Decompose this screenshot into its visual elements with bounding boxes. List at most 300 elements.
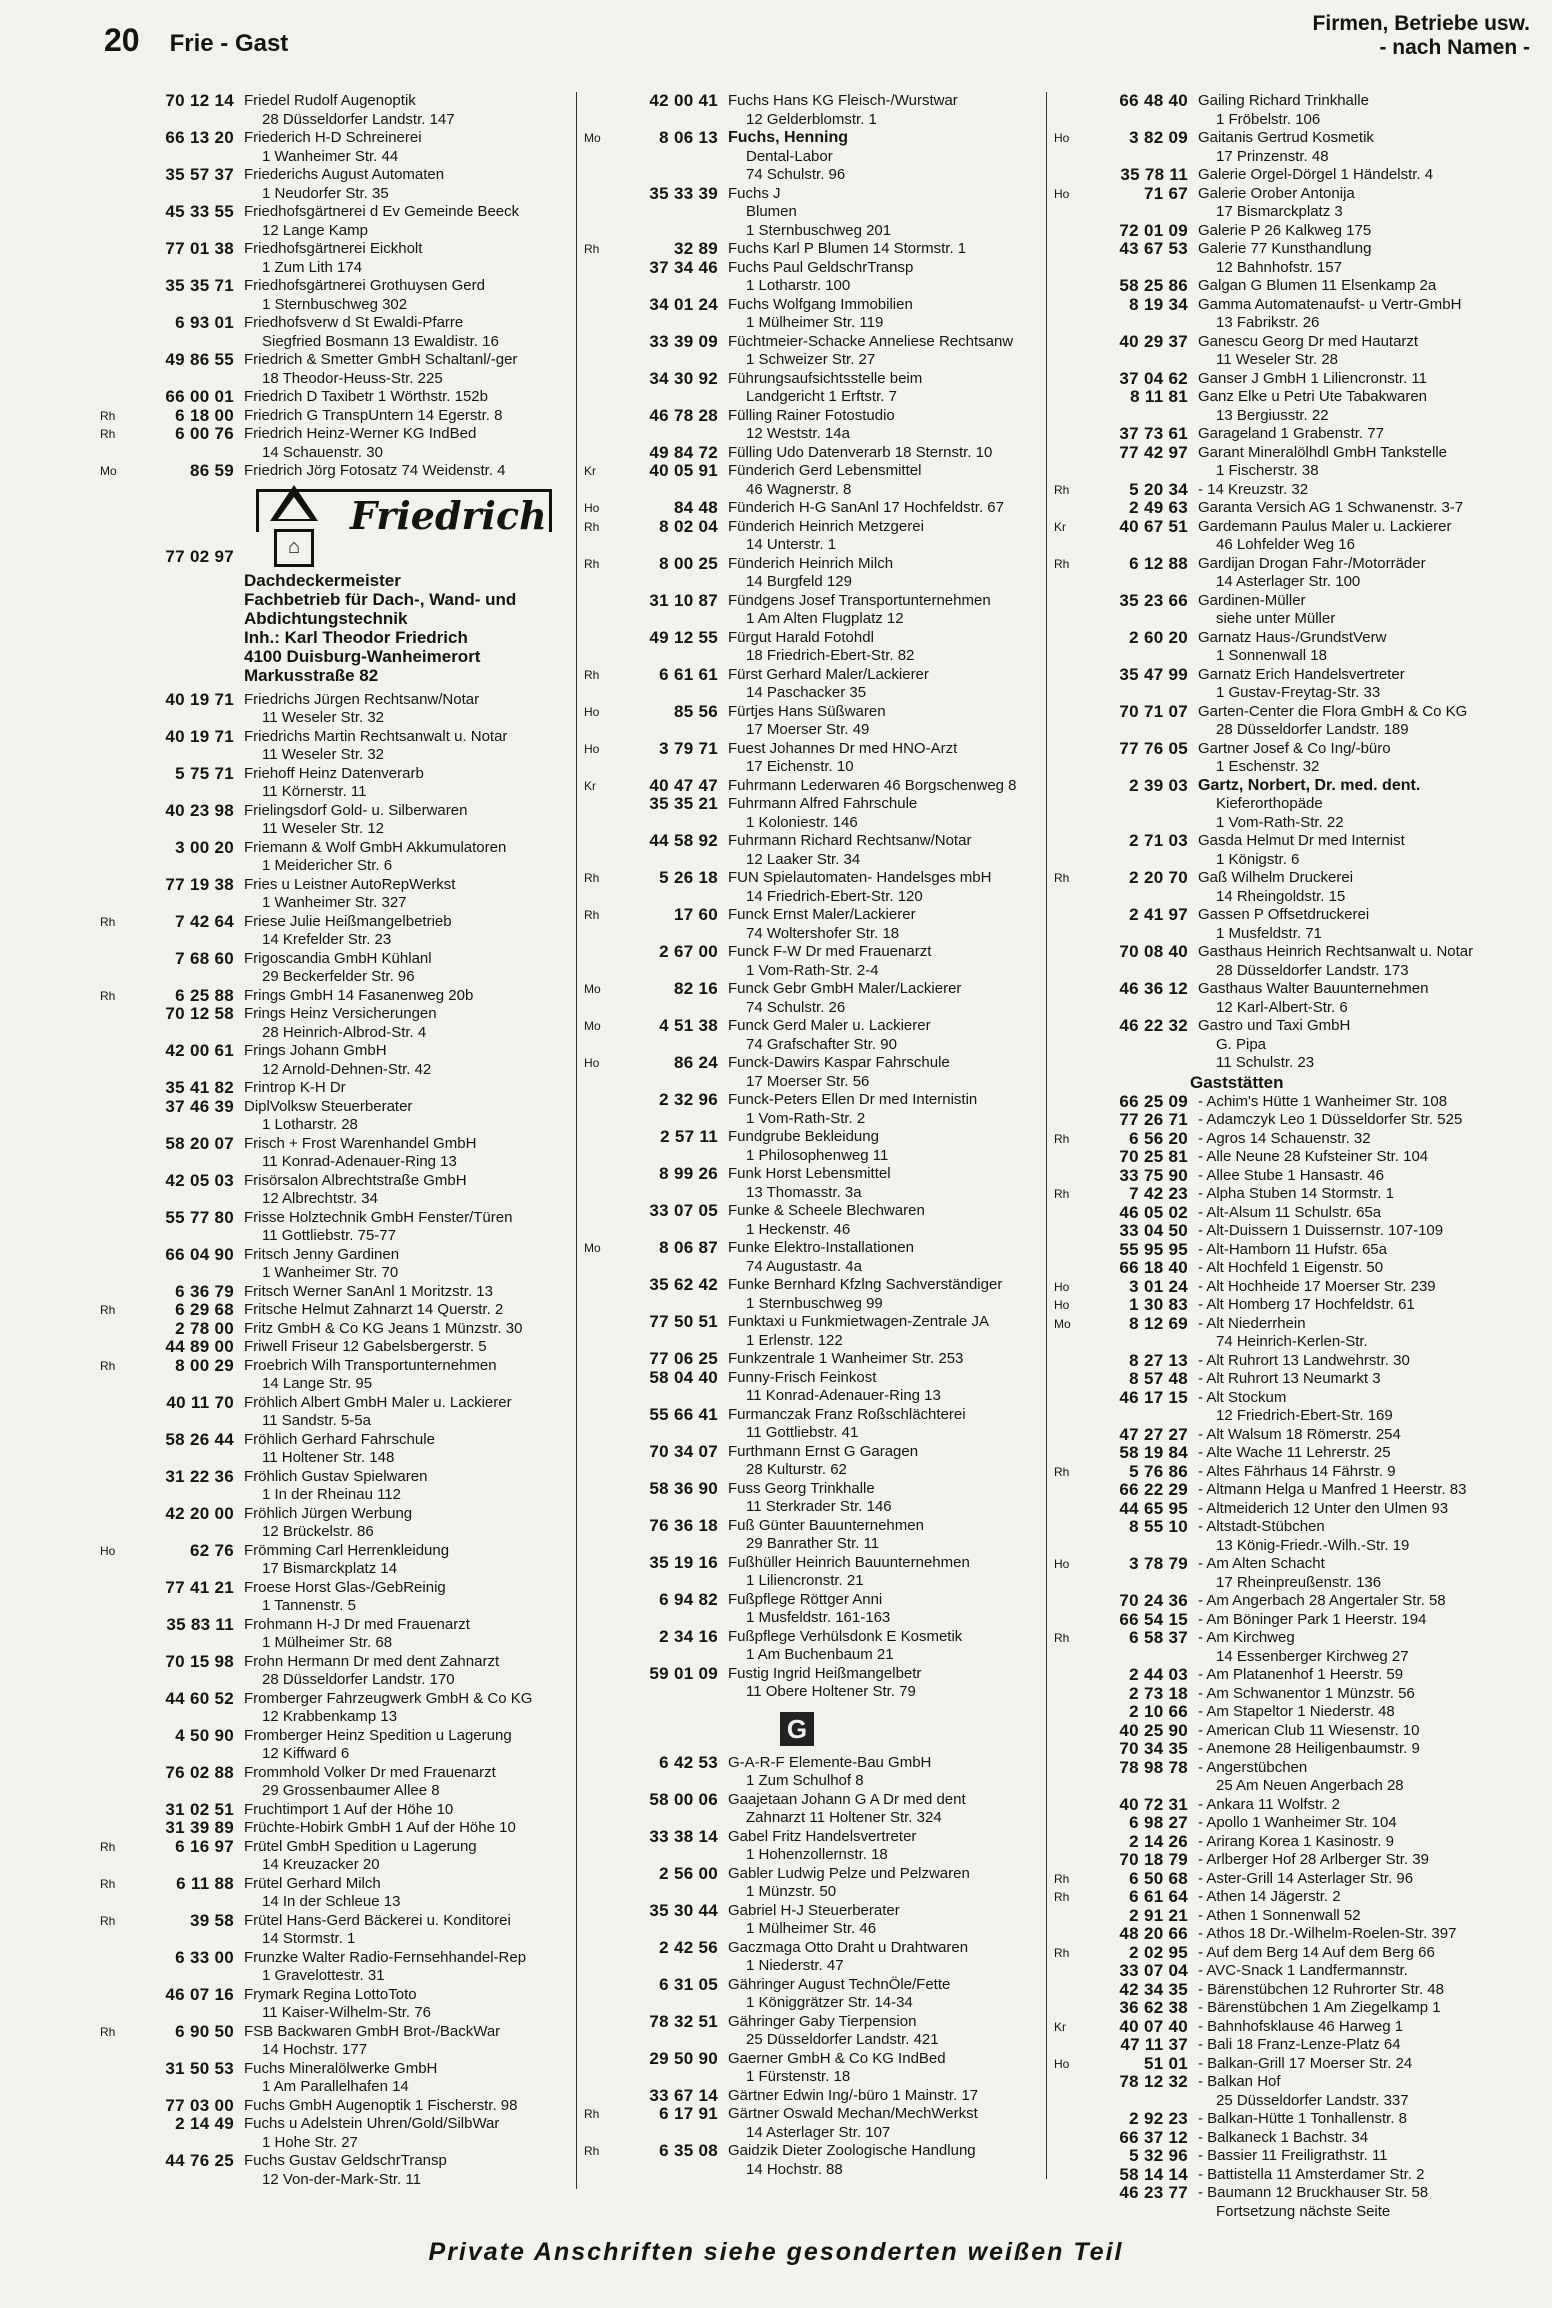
directory-entry bbox=[580, 518, 1046, 555]
directory-entry bbox=[580, 2013, 1046, 2050]
directory-entry bbox=[1050, 1296, 1530, 1315]
directory-entry bbox=[1050, 1907, 1530, 1926]
district-prefix bbox=[1050, 1241, 1082, 1260]
phone-number: 46 17 15 bbox=[1119, 1387, 1188, 1407]
directory-entry bbox=[1050, 388, 1530, 425]
entry-detail: 14 Asterlager Str. 100 bbox=[1216, 573, 1361, 590]
district-prefix: Kr bbox=[584, 464, 596, 478]
phone-number: 58 00 06 bbox=[649, 1789, 718, 1809]
district-prefix bbox=[580, 370, 612, 407]
entry-detail: 1 Liliencronstr. 21 bbox=[746, 1572, 864, 1589]
phone-number: 8 06 87 bbox=[659, 1238, 718, 1257]
entry-name: - Bärenstübchen 12 Ruhrorter Str. 48 bbox=[1198, 1980, 1444, 1998]
district-prefix bbox=[96, 1431, 128, 1468]
entry-name: - Alt Niederrhein bbox=[1198, 1314, 1306, 1332]
district-prefix bbox=[1050, 2166, 1082, 2185]
phone-number: 44 58 92 bbox=[649, 831, 718, 850]
phone-number: 42 00 41 bbox=[649, 91, 718, 110]
district-prefix: Rh bbox=[1054, 482, 1070, 497]
roof-icon: ⌂ bbox=[274, 529, 314, 567]
phone-number: 70 08 40 bbox=[1119, 942, 1188, 961]
page-header-right bbox=[1313, 12, 1530, 60]
phone-number: 40 11 70 bbox=[166, 1392, 234, 1412]
phone-number: 3 79 71 bbox=[659, 738, 718, 758]
district-prefix bbox=[96, 1468, 128, 1505]
entry-name: Frymark Regina LottoToto bbox=[244, 1985, 417, 2003]
entry-detail: 12 Arnold-Dehnen-Str. 42 bbox=[262, 1060, 432, 1078]
directory-entry bbox=[580, 943, 1046, 980]
directory-entry bbox=[1050, 1444, 1530, 1463]
entry-name: Gähringer Gaby Tierpension bbox=[728, 2012, 917, 2030]
district-prefix bbox=[1050, 166, 1082, 185]
phone-number: 39 58 bbox=[189, 1910, 234, 1930]
directory-entry bbox=[96, 1209, 576, 1246]
phone-number: 33 39 09 bbox=[649, 331, 718, 351]
directory-entry bbox=[1050, 444, 1530, 481]
district-prefix bbox=[1050, 1259, 1082, 1278]
district-prefix bbox=[96, 1098, 128, 1135]
district-prefix: Kr bbox=[584, 778, 596, 793]
directory-entry bbox=[1050, 129, 1530, 166]
page-header-left bbox=[104, 22, 288, 59]
entry-name: - Achim's Hütte 1 Wanheimer Str. 108 bbox=[1198, 1092, 1448, 1110]
directory-entry bbox=[96, 1394, 576, 1431]
directory-entry bbox=[580, 1165, 1046, 1202]
district-prefix bbox=[580, 1128, 612, 1165]
entry-detail: 1 Tannenstr. 5 bbox=[262, 1597, 356, 1614]
phone-number: 58 26 44 bbox=[165, 1429, 234, 1449]
entry-name: Gasda Helmut Dr med Internist bbox=[1198, 832, 1405, 849]
column-1 bbox=[96, 92, 577, 2189]
entry-detail: 14 Paschacker 35 bbox=[746, 684, 867, 701]
phone-number: 77 50 51 bbox=[649, 1312, 718, 1331]
phone-number: 85 56 bbox=[673, 701, 718, 721]
entry-name: Gaß Wilhelm Druckerei bbox=[1198, 869, 1354, 886]
entry-name: Gardijan Drogan Fahr-/Motorräder bbox=[1198, 554, 1426, 572]
entry-name: - Alt Ruhrort 13 Neumarkt 3 bbox=[1198, 1370, 1381, 1387]
entry-detail: 1 Königstr. 6 bbox=[1216, 850, 1300, 868]
phone-number: 8 00 29 bbox=[175, 1355, 234, 1375]
phone-number: 3 01 24 bbox=[1129, 1276, 1188, 1296]
directory-entry bbox=[1050, 1814, 1530, 1833]
district-prefix: Ho bbox=[1054, 1557, 1070, 1571]
phone-number: 8 19 34 bbox=[1129, 294, 1188, 314]
entry-name: Frunzke Walter Radio-Fernsehhandel-Rep bbox=[244, 1948, 527, 1966]
district-prefix bbox=[96, 203, 128, 240]
district-prefix bbox=[96, 2097, 128, 2116]
entry-name: Gabel Fritz Handelsvertreter bbox=[728, 1827, 917, 1845]
entry-detail: 25 Düsseldorfer Landstr. 421 bbox=[746, 2031, 939, 2048]
entry-name: Gähringer August TechnÖle/Fette bbox=[728, 1975, 951, 1993]
entry-detail: 12 Friedrich-Ebert-Str. 169 bbox=[1216, 1407, 1393, 1424]
district-prefix bbox=[580, 333, 612, 370]
phone-number: 2 10 66 bbox=[1129, 1702, 1188, 1721]
phone-number: 78 98 78 bbox=[1119, 1757, 1188, 1777]
phone-number: 35 62 42 bbox=[649, 1275, 718, 1294]
entry-name: Fuest Johannes Dr med HNO-Arzt bbox=[728, 739, 958, 757]
entry-name: - Athen 1 Sonnenwall 52 bbox=[1198, 1906, 1361, 1924]
entry-name: Gartz, Norbert, Dr. med. dent. bbox=[1198, 776, 1421, 794]
entry-name: Gabler Ludwig Pelze und Pelzwaren bbox=[728, 1864, 970, 1882]
district-prefix: Rh bbox=[100, 1913, 116, 1928]
phone-number: 2 57 11 bbox=[660, 1127, 718, 1146]
district-prefix bbox=[1050, 777, 1082, 833]
phone-number: 2 02 95 bbox=[1129, 1942, 1188, 1962]
entry-detail: Blumen bbox=[746, 203, 797, 220]
entry-name: Fritsche Helmut Zahnarzt 14 Querstr. 2 bbox=[244, 1301, 504, 1318]
entry-name: Fülling Udo Datenverarb 18 Sternstr. 10 bbox=[728, 443, 993, 461]
entry-name: Funke Bernhard Kfzlng Sachverständiger bbox=[728, 1276, 1003, 1293]
entry-name: Friedhofsgärtnerei Grothuysen Gerd bbox=[244, 277, 485, 294]
phone-number: 5 76 86 bbox=[1129, 1461, 1188, 1481]
district-prefix bbox=[580, 832, 612, 869]
entry-name: Gassen P Offsetdruckerei bbox=[1198, 906, 1370, 923]
phone-number: 35 41 82 bbox=[165, 1078, 234, 1097]
district-prefix bbox=[1050, 1722, 1082, 1741]
directory-entry bbox=[96, 240, 576, 277]
entry-detail: 17 Rheinpreußenstr. 136 bbox=[1216, 1573, 1382, 1591]
entry-name: Funkzentrale 1 Wanheimer Str. 253 bbox=[728, 1350, 964, 1367]
directory-entry bbox=[580, 333, 1046, 370]
entry-detail: 14 Unterstr. 1 bbox=[746, 536, 837, 553]
entry-detail: 12 Kiffward 6 bbox=[262, 1745, 350, 1762]
directory-entry bbox=[96, 950, 576, 987]
directory-entry bbox=[96, 1098, 576, 1135]
district-prefix bbox=[96, 728, 128, 765]
entry-detail: 14 In der Schleue 13 bbox=[262, 1893, 401, 1910]
directory-entry bbox=[580, 462, 1046, 499]
directory-entry bbox=[96, 2115, 576, 2152]
district-prefix bbox=[580, 1628, 612, 1665]
directory-entry bbox=[1050, 943, 1530, 980]
entry-name: Garnatz Haus-/GrundstVerw bbox=[1198, 628, 1387, 646]
directory-entry bbox=[1050, 240, 1530, 277]
phone-number: 86 59 bbox=[189, 461, 234, 480]
phone-number: 5 20 34 bbox=[1129, 479, 1188, 499]
phone-number: 42 20 00 bbox=[165, 1503, 234, 1523]
entry-name: Gaajetaan Johann G A Dr med dent bbox=[728, 1790, 966, 1808]
entry-name: Frütel Hans-Gerd Bäckerei u. Konditorei bbox=[244, 1911, 511, 1929]
entry-detail: 18 Theodor-Heuss-Str. 225 bbox=[262, 369, 443, 387]
directory-entry bbox=[580, 499, 1046, 518]
entry-name: FUN Spielautomaten- Handelsges mbH bbox=[728, 869, 992, 886]
directory-entry bbox=[1050, 1999, 1530, 2018]
directory-entry bbox=[1050, 1315, 1530, 1352]
directory-entry bbox=[96, 351, 576, 388]
entry-detail: 1 Sternbuschweg 302 bbox=[262, 295, 408, 313]
directory-entry bbox=[96, 1838, 576, 1875]
directory-entry bbox=[96, 129, 576, 166]
phone-number: 46 05 02 bbox=[1119, 1202, 1188, 1222]
entry-detail: Siegfried Bosmann 13 Ewaldistr. 16 bbox=[262, 332, 499, 350]
phone-number: 2 71 03 bbox=[1129, 831, 1188, 850]
phone-number: 77 26 71 bbox=[1119, 1110, 1188, 1129]
directory-entry bbox=[1050, 1796, 1530, 1815]
entry-name: Frings Heinz Versicherungen bbox=[244, 1005, 437, 1022]
district-prefix: Ho bbox=[1054, 1279, 1070, 1294]
district-prefix bbox=[580, 592, 612, 629]
phone-number: 6 12 88 bbox=[1129, 553, 1188, 573]
entry-detail: 1 Sternbuschweg 99 bbox=[746, 1294, 883, 1312]
entry-name: Frömming Carl Herrenkleidung bbox=[244, 1541, 450, 1559]
entry-name: - Alt Stockum bbox=[1198, 1388, 1287, 1406]
entry-name: - Am Stapeltor 1 Niederstr. 48 bbox=[1198, 1703, 1395, 1720]
directory-entry bbox=[1050, 499, 1530, 518]
directory-entry bbox=[580, 1591, 1046, 1628]
entry-name: Funke Elektro-Installationen bbox=[728, 1239, 914, 1256]
directory-entry bbox=[1050, 2166, 1530, 2185]
directory-entry bbox=[1050, 1518, 1530, 1555]
phone-number: 40 67 51 bbox=[1119, 516, 1188, 536]
entry-detail: 1 Lotharstr. 100 bbox=[746, 277, 851, 294]
district-prefix bbox=[1050, 388, 1082, 425]
district-prefix: Rh bbox=[100, 2024, 116, 2039]
directory-entry bbox=[1050, 2129, 1530, 2148]
directory-entry bbox=[1050, 1740, 1530, 1759]
directory-entry bbox=[96, 1875, 576, 1912]
entry-detail: Landgericht 1 Erftstr. 7 bbox=[746, 388, 897, 405]
entry-detail: 17 Moerser Str. 49 bbox=[746, 721, 870, 738]
entry-name: Funny-Frisch Feinkost bbox=[728, 1368, 877, 1386]
entry-name: Funck Ernst Maler/Lackierer bbox=[728, 906, 916, 923]
entry-detail: 74 Grafschafter Str. 90 bbox=[746, 1035, 897, 1053]
entry-name: - Alt Walsum 18 Römerstr. 254 bbox=[1198, 1425, 1401, 1443]
directory-entry bbox=[1050, 1759, 1530, 1796]
phone-number: 6 42 53 bbox=[659, 1752, 718, 1772]
directory-entry bbox=[580, 1480, 1046, 1517]
directory-entry bbox=[580, 444, 1046, 463]
entry-detail: 1 Heckenstr. 46 bbox=[746, 1220, 851, 1238]
directory-entry bbox=[1050, 2018, 1530, 2037]
entry-detail: 14 Essenberger Kirchweg 27 bbox=[1216, 1647, 1409, 1665]
entry-detail: 1 Erlenstr. 122 bbox=[746, 1331, 843, 1349]
directory-entry bbox=[96, 1079, 576, 1098]
directory-entry bbox=[96, 1042, 576, 1079]
entry-name: Fünderich Heinrich Milch bbox=[728, 554, 894, 572]
directory-entry bbox=[96, 1320, 576, 1339]
directory-entry bbox=[1050, 1833, 1530, 1852]
phone-number: 40 25 90 bbox=[1119, 1720, 1188, 1740]
phone-number: 77 19 38 bbox=[165, 874, 234, 894]
directory-entry bbox=[1050, 92, 1530, 129]
district-prefix: Rh bbox=[584, 2107, 600, 2121]
directory-entry bbox=[1050, 869, 1530, 906]
district-prefix bbox=[580, 1313, 612, 1350]
entry-detail: 13 Thomasstr. 3a bbox=[746, 1183, 862, 1201]
entry-name: - Alpha Stuben 14 Stormstr. 1 bbox=[1198, 1185, 1394, 1202]
district-prefix: Ho bbox=[1054, 2056, 1070, 2071]
district-prefix bbox=[1050, 980, 1082, 1017]
entry-name: - Am Böninger Park 1 Heerstr. 194 bbox=[1198, 1610, 1427, 1628]
phone-number: 46 36 12 bbox=[1119, 979, 1188, 998]
phone-number: 82 16 bbox=[673, 979, 718, 998]
entry-detail: 1 Mülheimer Str. 68 bbox=[262, 1634, 393, 1651]
entry-name: Garten-Center die Flora GmbH & Co KG bbox=[1198, 702, 1468, 720]
entry-name: Ganz Elke u Petri Ute Tabakwaren bbox=[1198, 388, 1428, 405]
phone-number: 6 29 68 bbox=[175, 1300, 234, 1319]
phone-number: 35 83 11 bbox=[166, 1614, 234, 1634]
phone-number: 2 14 26 bbox=[1129, 1831, 1188, 1851]
entry-detail: 11 Holtener Str. 148 bbox=[262, 1449, 395, 1466]
entry-detail: 1 Vom-Rath-Str. 2 bbox=[746, 1109, 866, 1127]
entry-name: Furthmann Ernst G Garagen bbox=[728, 1442, 919, 1460]
directory-entry bbox=[96, 1246, 576, 1283]
entry-name: Gardinen-Müller bbox=[1198, 591, 1306, 609]
phone-number: 78 32 51 bbox=[649, 2011, 718, 2031]
entry-name: Fuhrmann Richard Rechtsanw/Notar bbox=[728, 832, 972, 849]
entry-detail: 14 Lange Str. 95 bbox=[262, 1375, 373, 1392]
phone-number: 5 75 71 bbox=[175, 763, 234, 783]
entry-name: Friedhofsgärtnerei d Ev Gemeinde Beeck bbox=[244, 203, 520, 220]
district-prefix: Mo bbox=[584, 1241, 601, 1255]
district-prefix bbox=[580, 1554, 612, 1591]
phone-number: 6 58 37 bbox=[1129, 1628, 1188, 1647]
entry-detail: 14 Rheingoldstr. 15 bbox=[1216, 887, 1346, 905]
entry-detail: 11 Sandstr. 5-5a bbox=[262, 1412, 371, 1429]
entry-detail: 11 Sterkrader Str. 146 bbox=[746, 1498, 892, 1515]
entry-detail: 1 Mülheimer Str. 119 bbox=[746, 314, 884, 331]
phone-number: 2 60 20 bbox=[1129, 627, 1188, 647]
entry-detail: 13 Fabrikstr. 26 bbox=[1216, 314, 1320, 331]
directory-entry bbox=[580, 1128, 1046, 1165]
district-prefix bbox=[96, 351, 128, 388]
section-title: Firmen, Betriebe usw. bbox=[1312, 12, 1530, 35]
district-prefix bbox=[580, 1902, 612, 1939]
directory-entry bbox=[1050, 1017, 1530, 1073]
district-prefix bbox=[1050, 1444, 1082, 1463]
entry-detail: 1 Vom-Rath-Str. 22 bbox=[1216, 813, 1344, 831]
entry-name: - Bahnhofsklause 46 Harweg 1 bbox=[1198, 2017, 1404, 2035]
entry-detail: 1 Hohenzollernstr. 18 bbox=[746, 1846, 888, 1863]
entry-name: - Agros 14 Schauenstr. 32 bbox=[1198, 1129, 1371, 1147]
entry-detail: 28 Düsseldorfer Landstr. 147 bbox=[262, 110, 455, 128]
directory-entry bbox=[96, 987, 576, 1006]
phone-number: 6 33 00 bbox=[175, 1947, 234, 1967]
directory-entry bbox=[96, 1616, 576, 1653]
district-prefix bbox=[580, 1443, 612, 1480]
phone-number: 5 32 96 bbox=[1129, 2146, 1188, 2165]
entry-name: - Alt-Alsum 11 Schulstr. 65a bbox=[1198, 1203, 1382, 1221]
phone-number: 2 32 96 bbox=[659, 1090, 718, 1109]
district-prefix bbox=[580, 2050, 612, 2087]
phone-number: 40 19 71 bbox=[165, 726, 234, 746]
directory-entry bbox=[580, 1091, 1046, 1128]
directory-entry bbox=[1050, 2055, 1530, 2074]
entry-name: Frisch + Frost Warenhandel GmbH bbox=[244, 1134, 477, 1152]
directory-entry bbox=[580, 832, 1046, 869]
directory-entry bbox=[96, 462, 576, 481]
entry-name: Gamma Automatenaufst- u Vertr-GmbH bbox=[1198, 295, 1462, 313]
entry-name: Fürtjes Hans Süßwaren bbox=[728, 702, 886, 720]
phone-number: 47 11 37 bbox=[1120, 2035, 1188, 2054]
district-prefix bbox=[1050, 2147, 1082, 2166]
directory-entry bbox=[1050, 518, 1530, 555]
entry-detail: 1 Meidericher Str. 6 bbox=[262, 857, 393, 874]
district-prefix: Ho bbox=[1054, 186, 1070, 201]
directory-entry bbox=[1050, 1426, 1530, 1445]
district-prefix bbox=[580, 407, 612, 444]
phone-number: 46 23 77 bbox=[1119, 2183, 1188, 2202]
entry-detail: 17 Bismarckplatz 14 bbox=[262, 1560, 398, 1577]
entry-name: - Altstadt-Stübchen bbox=[1198, 1518, 1325, 1535]
directory-entry bbox=[1050, 1555, 1530, 1592]
phone-number: 8 12 69 bbox=[1129, 1313, 1188, 1333]
phone-number: 70 25 81 bbox=[1119, 1147, 1188, 1166]
directory-entry bbox=[1050, 185, 1530, 222]
entry-detail: 12 Bahnhofstr. 157 bbox=[1216, 258, 1342, 276]
phone-number: 66 48 40 bbox=[1119, 91, 1188, 110]
directory-entry bbox=[1050, 1259, 1530, 1278]
directory-entry bbox=[96, 425, 576, 462]
directory-entry bbox=[96, 1653, 576, 1690]
district-prefix bbox=[1050, 1222, 1082, 1241]
entry-detail: 74 Woltershofer Str. 18 bbox=[746, 924, 900, 942]
directory-entry bbox=[1050, 425, 1530, 444]
entry-name: Fundgrube Bekleidung bbox=[728, 1128, 879, 1145]
phone-number: 66 18 40 bbox=[1119, 1258, 1188, 1277]
entry-name: - AVC-Snack 1 Landfermannstr. bbox=[1198, 1962, 1408, 1979]
phone-number: 49 84 72 bbox=[649, 442, 718, 462]
district-prefix: Rh bbox=[1054, 556, 1070, 571]
phone-number: 31 02 51 bbox=[165, 1799, 234, 1819]
phone-number: 70 18 79 bbox=[1119, 1850, 1188, 1869]
phone-number: 70 24 36 bbox=[1119, 1591, 1188, 1610]
directory-entry bbox=[1050, 2036, 1530, 2055]
entry-name: Frintrop K-H Dr bbox=[244, 1079, 346, 1096]
entry-detail: 46 Lohfelder Weg 16 bbox=[1216, 536, 1355, 553]
phone-number: 2 41 97 bbox=[1129, 905, 1188, 924]
entry-name: - Am Platanenhof 1 Heerstr. 59 bbox=[1198, 1666, 1404, 1683]
directory-entry bbox=[96, 802, 576, 839]
entry-detail: 1 Münzstr. 50 bbox=[746, 1883, 837, 1900]
district-prefix: Rh bbox=[1054, 1464, 1070, 1479]
phone-number: 40 47 47 bbox=[649, 775, 718, 795]
entry-name: Fußhüller Heinrich Bauunternehmen bbox=[728, 1553, 970, 1571]
directory-entry bbox=[580, 1369, 1046, 1406]
directory-entry bbox=[1050, 1481, 1530, 1500]
entry-detail: 25 Düsseldorfer Landstr. 337 bbox=[1216, 2091, 1409, 2109]
phone-number: 34 30 92 bbox=[649, 368, 718, 388]
district-prefix bbox=[1050, 2110, 1082, 2129]
entry-name: Gailing Richard Trinkhalle bbox=[1198, 92, 1369, 109]
letter-g-marker: G bbox=[780, 1712, 814, 1746]
entry-detail: 1 Musfeldstr. 161-163 bbox=[746, 1609, 891, 1626]
directory-entry bbox=[1050, 666, 1530, 703]
district-prefix bbox=[1050, 1518, 1082, 1555]
district-prefix bbox=[1050, 1481, 1082, 1500]
phone-number: 6 00 76 bbox=[175, 424, 234, 443]
directory-entry bbox=[96, 2060, 576, 2097]
directory-entry bbox=[96, 2152, 576, 2189]
district-prefix: Kr bbox=[1054, 2019, 1066, 2034]
district-prefix: Mo bbox=[584, 1019, 601, 1033]
entry-detail: 13 König-Friedr.-Wilh.-Str. 19 bbox=[1216, 1536, 1410, 1554]
district-prefix: Ho bbox=[100, 1543, 116, 1558]
directory-entry bbox=[1050, 1148, 1530, 1167]
phone-number: 86 24 bbox=[673, 1053, 718, 1072]
phone-number: 40 07 40 bbox=[1119, 2016, 1188, 2036]
entry-name: Fuhrmann Alfred Fahrschule bbox=[728, 795, 918, 812]
entry-name: Funck Gerd Maler u. Lackierer bbox=[728, 1017, 931, 1034]
entry-detail: 1 Mülheimer Str. 46 bbox=[746, 1920, 877, 1937]
phone-number: 6 11 88 bbox=[176, 1873, 234, 1893]
phone-number: 66 22 29 bbox=[1119, 1480, 1188, 1499]
directory-entry bbox=[96, 1505, 576, 1542]
district-prefix bbox=[1050, 1666, 1082, 1685]
district-prefix bbox=[96, 2060, 128, 2097]
directory-entry bbox=[580, 1554, 1046, 1591]
entry-name: Friederichs August Automaten bbox=[244, 166, 445, 183]
